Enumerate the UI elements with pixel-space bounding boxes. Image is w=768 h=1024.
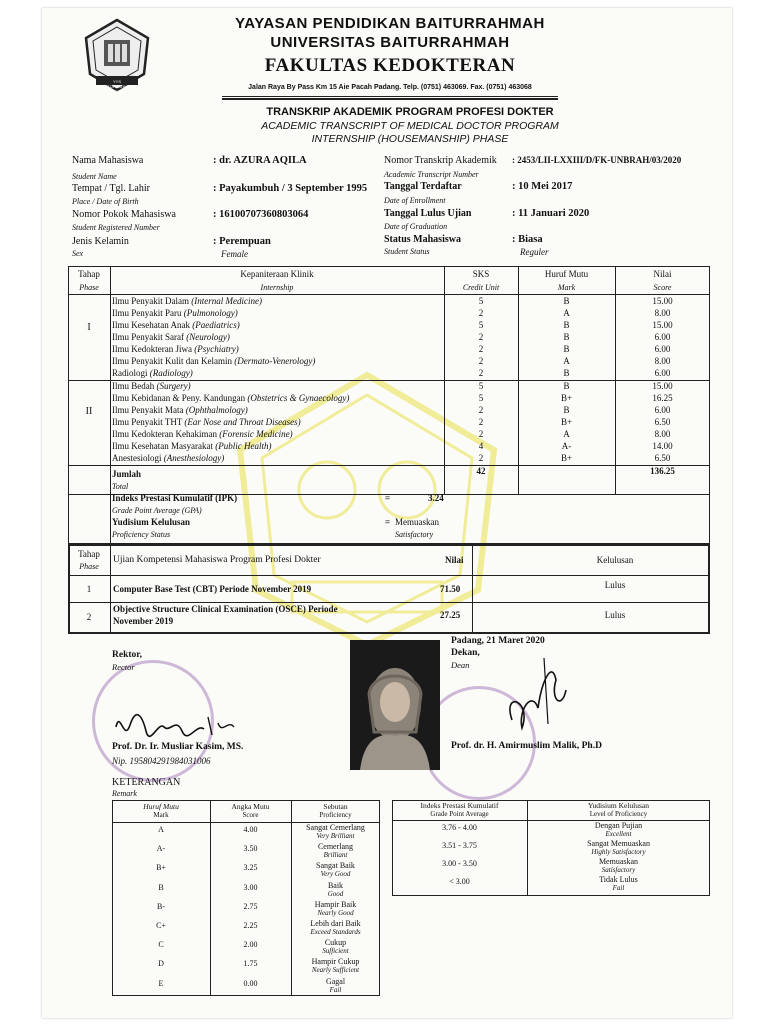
course-sks: 5 bbox=[478, 296, 484, 306]
course-row bbox=[112, 429, 293, 440]
gpa-header-level: Yudisium Kelulusan bbox=[587, 801, 650, 810]
course-mark: B+ bbox=[560, 453, 573, 463]
grade-mark: A- bbox=[156, 844, 166, 854]
yudisium-label: Yudisium Kelulusan bbox=[112, 517, 190, 527]
course-score: 15.00 bbox=[652, 381, 673, 391]
header-clerkship: Kepaniteraan Klinik bbox=[240, 269, 314, 279]
course-name-en: (Forensic Medicine) bbox=[219, 429, 293, 439]
rector-title-en: Rector bbox=[112, 662, 135, 672]
gpa-level-en: Excellent bbox=[605, 830, 632, 838]
grade-score: 3.25 bbox=[243, 863, 258, 873]
sex-value: : Perempuan bbox=[213, 236, 271, 247]
transcript-number: : 2453/LII-LXXIII/D/FK-UNBRAH/03/2020 bbox=[512, 155, 682, 165]
sex-value-en: Female bbox=[221, 249, 248, 259]
dean-signature bbox=[492, 650, 572, 740]
gpa-level-en: Highly Satisfactory bbox=[591, 848, 646, 856]
course-row bbox=[112, 356, 315, 367]
grade-mark: B+ bbox=[156, 863, 166, 873]
exam-header-result: Kelulusan bbox=[596, 555, 634, 565]
course-sks: 4 bbox=[478, 441, 484, 451]
course-name-en: (Ophthalmology) bbox=[185, 405, 248, 415]
gpa-range: < 3.00 bbox=[449, 877, 470, 886]
grade-proficiency: Hampir Baik bbox=[314, 899, 357, 909]
grade-proficiency: Gagal bbox=[325, 976, 346, 986]
birth-label: Tempat / Tgl. Lahir bbox=[72, 183, 150, 194]
gpa-equals: = bbox=[385, 493, 391, 503]
total-label-en: Total bbox=[112, 482, 129, 491]
course-sks: 2 bbox=[478, 368, 484, 378]
grad-label-en: Date of Graduation bbox=[384, 222, 448, 231]
grade-proficiency: Baik bbox=[327, 880, 344, 890]
course-sks: 2 bbox=[478, 405, 484, 415]
dean-title: Dekan, bbox=[451, 648, 480, 658]
grade-proficiency-en: Very Brilliant bbox=[316, 832, 355, 840]
course-row bbox=[112, 296, 262, 307]
exam-header-score: Nilai bbox=[445, 555, 464, 565]
grad-label: Tanggal Lulus Ujian bbox=[384, 208, 472, 219]
gpa-label-en: Grade Point Average (GPA) bbox=[112, 506, 202, 515]
header-score: Nilai bbox=[653, 269, 672, 279]
course-name-en: (Public Health) bbox=[215, 441, 272, 451]
letterhead-rule-thick bbox=[222, 98, 558, 100]
transcript-number-label: Nomor Transkrip Akademik bbox=[384, 155, 497, 166]
course-name: Radiologi bbox=[112, 368, 150, 378]
grade-proficiency-en: Very Good bbox=[320, 870, 351, 879]
course-score: 8.00 bbox=[654, 429, 671, 439]
grade-score: 3.00 bbox=[243, 882, 258, 892]
dean-title-en: Dean bbox=[451, 660, 470, 670]
grade-proficiency: Lebih dari Baik bbox=[310, 919, 361, 928]
yudisium-equals: = bbox=[385, 517, 391, 527]
course-row bbox=[112, 368, 193, 379]
grade-score: 2.25 bbox=[243, 921, 258, 930]
name-label-en: Student Name bbox=[72, 172, 117, 181]
exam-row-2-name: Objective Structure Clinical Examination (OSCE) Periode bbox=[113, 604, 338, 614]
course-score: 6.00 bbox=[654, 405, 671, 415]
course-score: 8.00 bbox=[654, 308, 671, 318]
dean-name: Prof. dr. H. Amirmuslim Malik, Ph.D bbox=[451, 741, 602, 751]
exam-row-1-result: Lulus bbox=[604, 580, 626, 590]
grade-proficiency: Sangat Baik bbox=[316, 861, 355, 871]
grade-mark: E bbox=[158, 978, 164, 988]
rector-signature bbox=[112, 705, 242, 745]
course-sks: 5 bbox=[478, 393, 484, 403]
gpa-range: 3.76 - 4.00 bbox=[442, 823, 477, 832]
grade-proficiency-en: Fail bbox=[329, 985, 342, 994]
status-value-en: Reguler bbox=[520, 247, 549, 257]
course-mark: B bbox=[563, 344, 570, 354]
grade-header-score: Angka Mutu bbox=[231, 802, 270, 811]
course-name: Ilmu Kebidanan & Peny. Kandungan bbox=[112, 393, 248, 403]
grade-mark: B- bbox=[157, 901, 165, 911]
grade-proficiency-en: Sufficient bbox=[322, 947, 349, 956]
course-name: Ilmu Kesehatan Masyarakat bbox=[112, 441, 216, 451]
nim-label: Nomor Pokok Mahasiswa bbox=[72, 209, 176, 220]
course-score: 6.50 bbox=[654, 417, 671, 427]
gpa-range: 3.00 - 3.50 bbox=[442, 859, 477, 868]
course-row bbox=[112, 405, 248, 416]
gpa-header-range: Indeks Prestasi Kumulatif bbox=[420, 801, 499, 810]
foundation-name: YAYASAN PENDIDIKAN BAITURRAHMAH bbox=[235, 15, 545, 32]
enrol-label-en: Date of Enrollment bbox=[384, 196, 446, 205]
exam-header-phase: Tahap bbox=[78, 549, 100, 559]
transcript-title-en: ACADEMIC TRANSCRIPT OF MEDICAL DOCTOR PROGRAM bbox=[261, 120, 559, 132]
letterhead-rule bbox=[222, 96, 558, 97]
grade-mark: A bbox=[158, 825, 164, 834]
course-row bbox=[112, 441, 271, 452]
course-name-en: (Psychiatry) bbox=[194, 344, 239, 354]
grade-proficiency-en: Exceed Standards bbox=[310, 928, 361, 936]
course-row bbox=[112, 417, 301, 428]
course-name: Ilmu Penyakit THT bbox=[112, 417, 185, 427]
status-label: Status Mahasiswa bbox=[384, 234, 461, 245]
gpa-value: 3.24 bbox=[428, 493, 444, 503]
student-photo bbox=[350, 640, 440, 770]
rector-nip: Nip. 195804291984031006 bbox=[112, 756, 211, 766]
header-phase-en: Phase bbox=[79, 283, 99, 292]
course-mark: B bbox=[563, 368, 570, 378]
course-score: 6.50 bbox=[654, 453, 671, 463]
course-score: 6.00 bbox=[654, 368, 671, 378]
faculty-address: Jalan Raya By Pass Km 15 Aie Pacah Padang. Telp. (0751) 463069. Fax. (0751) 463068 bbox=[248, 84, 532, 91]
course-name: Ilmu Penyakit Kulit dan Kelamin bbox=[112, 356, 235, 366]
grade-header-mark: Huruf Mutu bbox=[143, 802, 179, 811]
course-sks: 2 bbox=[478, 356, 484, 366]
grade-score: 1.75 bbox=[243, 959, 258, 969]
grade-score: 2.00 bbox=[243, 940, 258, 950]
header-score-en: Score bbox=[653, 283, 672, 292]
total-sks: 42 bbox=[476, 466, 486, 476]
grade-proficiency-en: Nearly Sufficient bbox=[311, 966, 360, 975]
total-score: 136.25 bbox=[650, 466, 675, 476]
course-row bbox=[112, 344, 239, 355]
course-sks: 2 bbox=[478, 453, 484, 463]
grade-score: 2.75 bbox=[243, 901, 258, 911]
grade-header-proficiency-en: Proficiency bbox=[319, 811, 352, 819]
course-sks: 2 bbox=[478, 429, 484, 439]
course-name-en: (Surgery) bbox=[156, 381, 191, 391]
nim-label-en: Student Registered Number bbox=[72, 223, 160, 232]
grade-proficiency-en: Nearly Good bbox=[317, 908, 354, 917]
course-row bbox=[112, 320, 240, 331]
course-score: 6.00 bbox=[654, 344, 671, 354]
course-name-en: (Internal Medicine) bbox=[191, 296, 262, 306]
course-mark: A bbox=[563, 308, 570, 318]
course-name-en: (Pulmonology) bbox=[183, 308, 238, 318]
gpa-level: Memuaskan bbox=[598, 857, 639, 866]
course-row bbox=[112, 332, 230, 343]
grade-proficiency-en: Brilliant bbox=[323, 851, 348, 860]
header-mark-en: Mark bbox=[557, 283, 576, 292]
gpa-level: Dengan Pujian bbox=[594, 821, 643, 830]
sex-label-en: Sex bbox=[72, 249, 84, 258]
course-mark: B bbox=[563, 381, 570, 391]
grade-mark: B bbox=[158, 882, 164, 892]
exam-row-2-phase: 2 bbox=[86, 612, 92, 622]
gpa-header-level-en: Level of Proficiency bbox=[589, 810, 648, 818]
remark-title-en: Remark bbox=[112, 789, 137, 798]
gpa-header-range-en: Grade Point Average bbox=[430, 810, 489, 818]
header-clerkship-en: Internship bbox=[260, 283, 294, 292]
grade-proficiency: Sangat Cemerlang bbox=[306, 823, 365, 832]
enrol-label: Tanggal Terdaftar bbox=[384, 181, 462, 192]
course-row bbox=[112, 453, 224, 464]
university-name: UNIVERSITAS BAITURRAHMAH bbox=[270, 34, 510, 51]
remark-title: KETERANGAN bbox=[112, 777, 181, 788]
course-name-en: (Obstetrics & Gynaecology) bbox=[247, 393, 350, 403]
course-mark: B bbox=[563, 320, 570, 330]
course-mark: A bbox=[563, 356, 570, 366]
course-name: Ilmu Penyakit Mata bbox=[112, 405, 186, 415]
header-sks-en: Credit Unit bbox=[462, 283, 500, 292]
grade-mark: D bbox=[158, 959, 164, 969]
birth-value: : Payakumbuh / 3 September 1995 bbox=[213, 183, 368, 194]
transcript-number-label-en: Academic Transcript Number bbox=[384, 170, 479, 179]
course-row bbox=[112, 393, 349, 404]
course-score: 15.00 bbox=[652, 320, 673, 330]
course-name: Anestesiologi bbox=[112, 453, 164, 463]
grade-proficiency-en: Good bbox=[327, 889, 344, 898]
enrol-date: : 10 Mei 2017 bbox=[512, 181, 573, 192]
course-mark: A bbox=[563, 429, 570, 439]
course-name-en: (Ear Nose and Throat Diseases) bbox=[184, 417, 301, 427]
gpa-level-en: Fail bbox=[612, 884, 625, 892]
grade-score: 4.00 bbox=[243, 825, 258, 834]
exam-row-1-score: 71.50 bbox=[440, 584, 461, 594]
header-sks: SKS bbox=[472, 269, 490, 279]
yudisium-value: Memuaskan bbox=[395, 517, 439, 527]
course-name: Ilmu Penyakit Dalam bbox=[112, 296, 192, 306]
grade-mark: C bbox=[158, 940, 164, 950]
exam-row-1-name: Computer Base Test (CBT) Periode November 2019 bbox=[113, 584, 312, 594]
course-sks: 2 bbox=[478, 417, 484, 427]
exam-header-title: Ujian Kompetensi Mahasiswa Program Profesi Dokter bbox=[113, 555, 321, 565]
nim-value: : 16100707360803064 bbox=[213, 209, 309, 220]
grade-proficiency: Cemerlang bbox=[317, 842, 354, 852]
course-sks: 2 bbox=[478, 344, 484, 354]
course-name-en: (Anesthesiology) bbox=[163, 453, 225, 463]
gpa-level-en: Satisfactory bbox=[601, 866, 636, 874]
gpa-level: Sangat Memuaskan bbox=[587, 839, 650, 848]
rector-name: Prof. Dr. Ir. Musliar Kasim, MS. bbox=[112, 742, 244, 752]
grade-header-score-en: Score bbox=[242, 811, 259, 819]
sign-place-date: Padang, 21 Maret 2020 bbox=[451, 636, 545, 646]
course-score: 6.00 bbox=[654, 332, 671, 342]
sex-label: Jenis Kelamin bbox=[72, 236, 129, 247]
course-name-en: (Neurology) bbox=[186, 332, 230, 342]
course-score: 16.25 bbox=[652, 393, 673, 403]
course-mark: A- bbox=[561, 441, 572, 451]
gpa-level: Tidak Lulus bbox=[599, 875, 638, 884]
course-mark: B+ bbox=[560, 417, 573, 427]
phase-2-label: II bbox=[85, 406, 93, 417]
grade-header-proficiency: Sebutan bbox=[323, 802, 348, 811]
grade-mark: C+ bbox=[156, 921, 166, 930]
rector-title: Rektor, bbox=[112, 650, 142, 660]
course-name-en: (Paediatrics) bbox=[192, 320, 240, 330]
course-sks: 2 bbox=[478, 308, 484, 318]
status-value: : Biasa bbox=[512, 234, 543, 245]
course-name: Ilmu Penyakit Saraf bbox=[112, 332, 187, 342]
grade-score: 3.50 bbox=[243, 844, 258, 854]
course-mark: B bbox=[563, 296, 570, 306]
transcript-title: TRANSKRIP AKADEMIK PROGRAM PROFESI DOKTER bbox=[266, 106, 554, 118]
course-row bbox=[112, 308, 238, 319]
student-name: : dr. AZURA AQILA bbox=[213, 155, 307, 166]
course-mark: B bbox=[563, 332, 570, 342]
course-name: Ilmu Kesehatan Anak bbox=[112, 320, 193, 330]
exam-row-2-score: 27.25 bbox=[440, 610, 461, 620]
course-name: Ilmu Kedokteran Kehakiman bbox=[112, 429, 220, 439]
transcript-phase: INTERNSHIP (HOUSEMANSHIP) PHASE bbox=[311, 133, 509, 145]
course-name-en: (Radiology) bbox=[149, 368, 193, 378]
logo-text: YYS BAITURRAHMAH PDG bbox=[100, 79, 133, 94]
grade-proficiency: Cukup bbox=[324, 938, 347, 948]
grade-proficiency: Hampir Cukup bbox=[311, 957, 360, 967]
course-mark: B+ bbox=[560, 393, 573, 403]
course-name: Ilmu Penyakit Paru bbox=[112, 308, 184, 318]
birth-label-en: Place / Date of Birth bbox=[72, 197, 139, 206]
course-name-en: (Dermato-Venerology) bbox=[234, 356, 316, 366]
exam-header-phase-en: Phase bbox=[79, 562, 99, 571]
gpa-label: Indeks Prestasi Kumulatif (IPK) bbox=[112, 493, 238, 503]
status-label-en: Student Status bbox=[384, 247, 430, 256]
grad-date: : 11 Januari 2020 bbox=[512, 208, 590, 219]
course-sks: 5 bbox=[478, 381, 484, 391]
faculty-name: FAKULTAS KEDOKTERAN bbox=[264, 55, 516, 76]
course-mark: B bbox=[563, 405, 570, 415]
phase-1-label: I bbox=[87, 322, 91, 333]
grade-score: 0.00 bbox=[243, 978, 258, 988]
yudisium-label-en: Proficiency Status bbox=[112, 530, 171, 539]
course-name: Ilmu Bedah bbox=[112, 381, 157, 391]
exam-row-2-result: Lulus bbox=[604, 610, 626, 620]
name-label: Nama Mahasiswa bbox=[72, 155, 144, 166]
total-label: Jumlah bbox=[112, 469, 142, 479]
course-name: Ilmu Kedokteran Jiwa bbox=[112, 344, 195, 354]
course-sks: 2 bbox=[478, 332, 484, 342]
course-sks: 5 bbox=[478, 320, 484, 330]
header-phase: Tahap bbox=[78, 269, 100, 279]
course-score: 8.00 bbox=[654, 356, 671, 366]
course-row bbox=[112, 381, 191, 392]
course-score: 15.00 bbox=[652, 296, 673, 306]
exam-row-2-name-line2: November 2019 bbox=[113, 616, 174, 626]
grade-header-mark-en: Mark bbox=[153, 811, 169, 819]
gpa-range: 3.51 - 3.75 bbox=[442, 841, 477, 850]
exam-row-1-phase: 1 bbox=[86, 584, 92, 594]
course-score: 14.00 bbox=[652, 441, 673, 451]
header-mark: Huruf Mutu bbox=[544, 269, 589, 279]
yudisium-value-en: Satisfactory bbox=[395, 530, 434, 539]
